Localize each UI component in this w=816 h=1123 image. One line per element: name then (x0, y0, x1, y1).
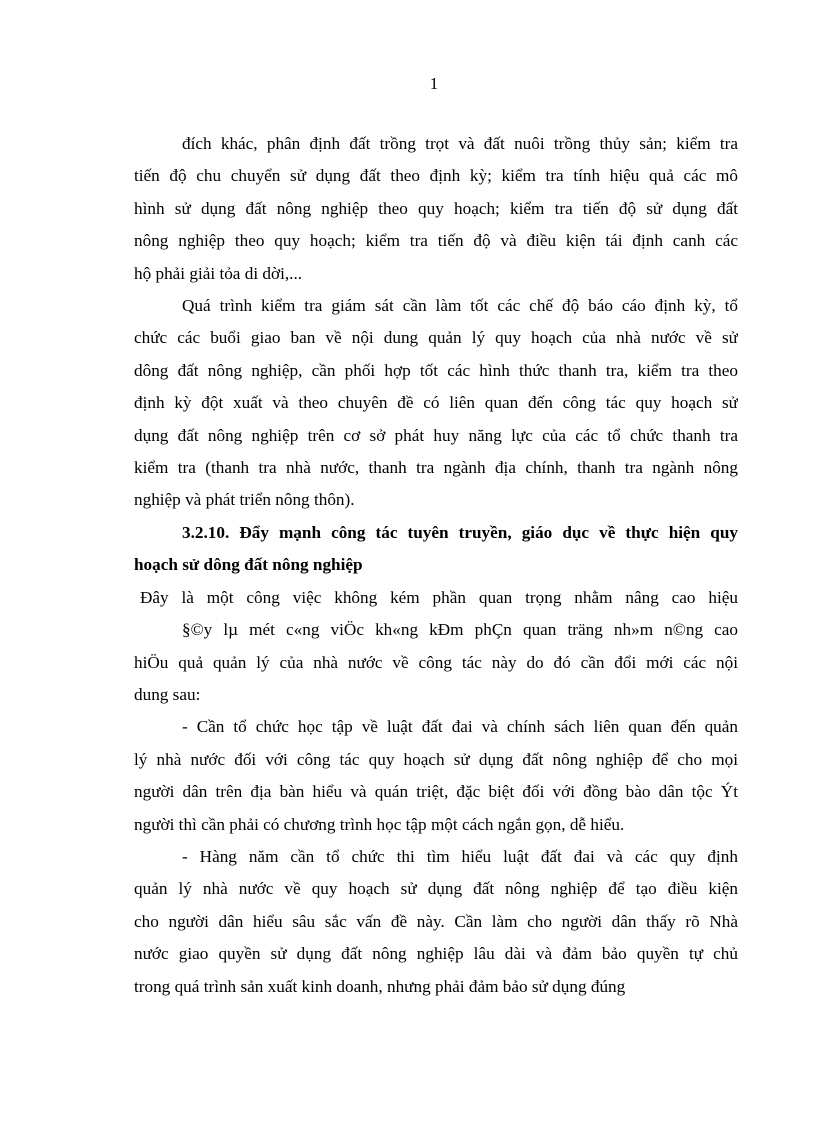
text-line: kiểm tra (thanh tra nhà nước, thanh tra ngành địa chính, thanh tra ngành nông (134, 458, 738, 478)
text-line: Quá trình kiểm tra giám sát cần làm tốt các chế độ báo cáo định kỳ, tổ (182, 296, 738, 316)
text-line: cho người dân hiểu sâu sắc vấn đề này. Cần làm cho người dân thấy rõ Nhà (134, 911, 738, 931)
text-line: người dân trên địa bàn hiểu và quán triệt, đặc biệt đối với đồng bào dân tộc Ýt (134, 782, 738, 802)
text-line: dụng đất nông nghiệp trên cơ sở phát huy năng lực của các tổ chức thanh tra (134, 425, 738, 445)
paragraph-continuation (134, 128, 738, 290)
text-line: định kỳ đột xuất và theo chuyên đề có liên quan đến công tác quy hoạch sử (134, 393, 738, 413)
text-line: dung sau: (134, 684, 201, 704)
text-line: nghiệp và phát triển nông thôn). (134, 490, 355, 510)
text-line: tiến độ chu chuyển sử dụng đất theo định kỳ; kiểm tra tính hiệu quả các mô (134, 166, 738, 186)
paragraph-training (134, 711, 738, 841)
text-line: hình sử dụng đất nông nghiệp theo quy hoạch; kiểm tra tiến độ sử dụng đất (134, 198, 738, 218)
paragraph-legacy-encoding (134, 614, 738, 711)
text-line: nước giao quyền sử dụng đất nông nghiệp lâu dài và đảm bảo quyền tự chủ (134, 944, 738, 964)
text-line: đích khác, phân định đất trồng trọt và đất nuôi trồng thủy sản; kiểm tra (182, 134, 738, 153)
section-heading (134, 517, 738, 582)
paragraph-inspection (134, 290, 738, 517)
text-line: lý nhà nước đối với công tác quy hoạch sử dụng đất nông nghiệp để cho mọi (134, 749, 738, 769)
text-line: Đây là một công việc không kém phần quan trọng nhằm nâng cao hiệu (140, 587, 738, 607)
text-line: §©y lµ mét c«ng viÖc kh«ng kÐm phÇn quan träng nh»m n©ng cao (182, 620, 738, 640)
paragraph-intro (134, 582, 738, 614)
text-line: - Cần tổ chức học tập về luật đất đai và chính sách liên quan đến quản (182, 717, 738, 737)
page-number: 1 (429, 74, 439, 93)
text-line: người thì cần phải có chương trình học tập một cách ngắn gọn, dễ hiểu. (134, 814, 625, 834)
text-line: hộ phải giải tỏa di dời,... (134, 263, 303, 283)
paragraph-annual-contest (134, 841, 738, 1003)
text-line: quản lý nhà nước về quy hoạch sử dụng đất nông nghiệp để tạo điều kiện (134, 879, 738, 899)
body-text (134, 128, 738, 1003)
text-line: hiÖu quả quản lý của nhà nước về công tác này do đó cần đổi mới các nội (134, 652, 738, 672)
text-line: trong quá trình sản xuất kinh doanh, nhưng phải đảm bảo sử dụng đúng (134, 976, 626, 996)
heading-line: hoạch sử dông đất nông nghiệp (134, 555, 363, 575)
text-line: nông nghiệp theo quy hoạch; kiểm tra tiến độ và điều kiện tái định canh các (134, 231, 738, 251)
text-line: - Hàng năm cần tổ chức thi tìm hiểu luật đất đai và các quy định (182, 846, 738, 866)
text-line: dông đất nông nghiệp, cần phối hợp tốt các hình thức thanh tra, kiểm tra theo (134, 360, 738, 380)
heading-line: 3.2.10. Đẩy mạnh công tác tuyên truyền, giáo dục về thực hiện quy (182, 522, 738, 542)
text-line: chức các buổi giao ban về nội dung quản lý quy hoạch của nhà nước về sử (134, 328, 738, 348)
